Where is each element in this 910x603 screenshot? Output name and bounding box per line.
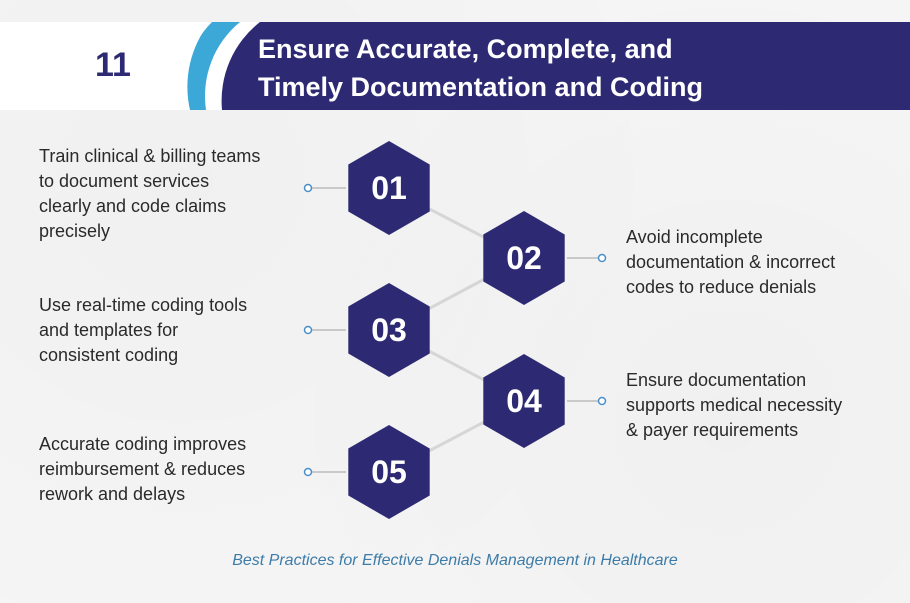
step-5-text: Accurate coding improves reimbursement & reduces rework and delays bbox=[39, 434, 247, 504]
step-5-number: 05 bbox=[371, 454, 407, 490]
step-3-number: 03 bbox=[371, 312, 407, 348]
step-1-number: 01 bbox=[371, 170, 407, 206]
step-4-text: Ensure documentation supports medical necessity & payer requirements bbox=[626, 370, 843, 440]
header-number: 11 bbox=[95, 46, 131, 84]
leader-dot-4 bbox=[599, 398, 606, 405]
step-3-text: Use real-time coding tools and templates for consistent coding bbox=[39, 295, 248, 365]
step-4-number: 04 bbox=[506, 383, 542, 419]
title-line-2: Timely Documentation and Coding bbox=[258, 72, 704, 102]
title-line-1: Ensure Accurate, Complete, and bbox=[258, 34, 673, 64]
step-1-text: Train clinical & billing teams to document services clearly and code claims precisely bbox=[39, 146, 261, 241]
step-2-number: 02 bbox=[506, 240, 542, 276]
leader-dot-2 bbox=[599, 255, 606, 262]
step-2-text: Avoid incomplete documentation & incorrect codes to reduce denials bbox=[626, 227, 836, 297]
footer-caption: Best Practices for Effective Denials Management in Healthcare bbox=[232, 552, 678, 569]
